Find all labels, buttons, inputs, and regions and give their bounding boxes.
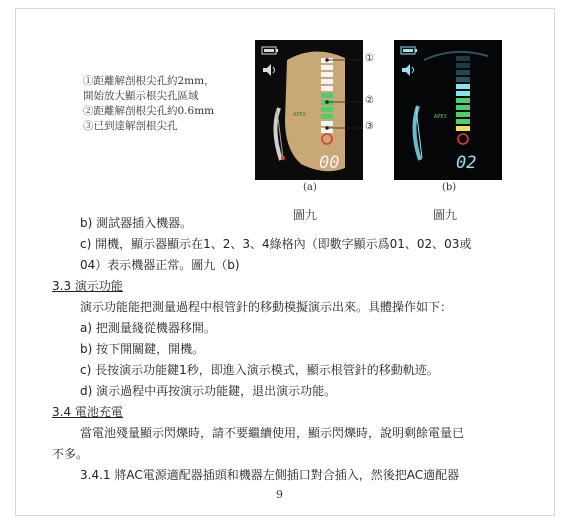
figure-b-caption: 圖九 — [433, 208, 458, 222]
digit-readout-a: 00 — [319, 153, 340, 173]
figure-b-svg — [394, 40, 502, 180]
digit-readout-b: 02 — [456, 153, 477, 173]
figure-legend — [83, 74, 253, 134]
legend-line-3: ②距離解剖根尖孔約0.6mm — [83, 105, 215, 117]
marker-2: ② — [365, 95, 374, 106]
figure-b-label: (b) — [442, 182, 457, 193]
apex-label-a: APEX — [293, 112, 307, 118]
battery-line-2: 不多。 — [52, 447, 89, 461]
legend-line-4: ③已到達解剖根尖孔 — [83, 120, 178, 132]
section-3-3-heading: 3.3 演示功能 — [52, 279, 123, 293]
legend-line-2: 開始放大顯示根尖孔區域 — [83, 90, 199, 102]
step-c-line2: 04）表示機器正常。圖九（b) — [80, 258, 240, 272]
demo-step-c: c) 長按演示功能鍵1秒，即進入演示模式，顯示根管針的移動軌迹。 — [80, 363, 439, 377]
legend-line-1: ①距離解剖根尖孔約2mm， — [83, 75, 215, 87]
figure-b-display — [394, 40, 502, 193]
demo-step-d: d) 演示過程中再按演示功能鍵，退出演示功能。 — [80, 384, 337, 398]
figure-a-label: (a) — [303, 182, 317, 193]
figure-a-display — [255, 40, 374, 193]
demo-step-a: a) 把測量綫從機器移開。 — [80, 321, 216, 335]
marker-3: ③ — [365, 121, 374, 132]
figure-a-caption: 圖九 — [293, 208, 318, 222]
page-number: 9 — [276, 488, 283, 501]
apex-label-b: APEX — [434, 114, 448, 120]
section-3-4-heading: 3.4 電池充電 — [52, 405, 123, 419]
marker-1: ① — [365, 53, 374, 64]
battery-line-3: 3.4.1 將AC電源適配器插頭和機器左側插口對合插入，然後把AC適配器 — [80, 468, 460, 482]
battery-line-1: 當電池殘量顯示閃爍時，請不要繼續使用，顯示閃爍時，說明剩餘電量已 — [80, 426, 465, 440]
demo-intro: 演示功能能把測量過程中根管針的移動模擬演示出來。具體操作如下： — [80, 300, 453, 314]
step-b: b) 測試器插入機器。 — [80, 216, 193, 230]
demo-step-b: b) 按下開關鍵，開機。 — [80, 342, 205, 356]
apex-dot — [281, 156, 285, 160]
step-c-line1: c) 開機，顯示器顯示在1、2、3、4綠格內（即數字顯示爲01、02、03或 — [80, 237, 472, 251]
